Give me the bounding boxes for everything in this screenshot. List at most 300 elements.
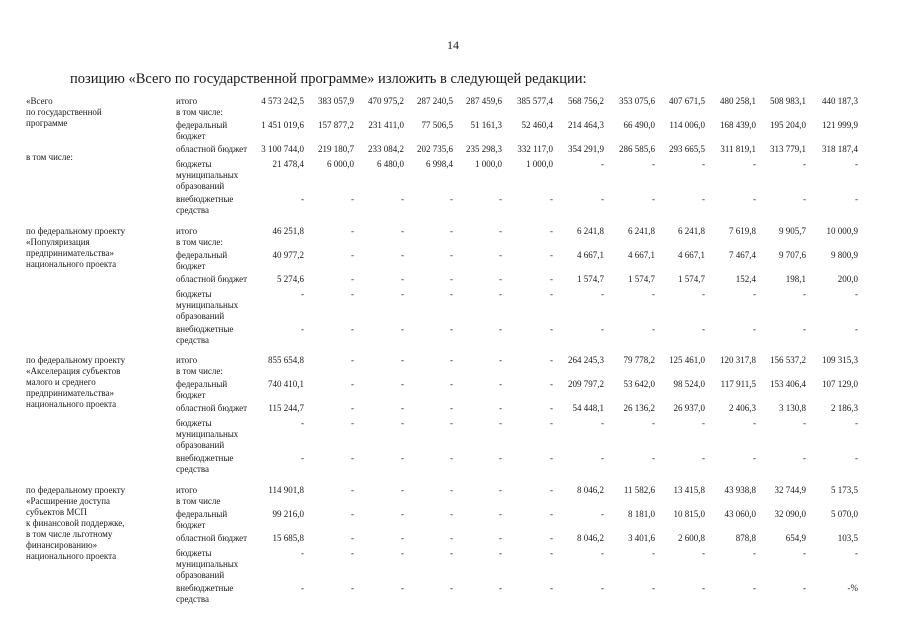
value-cell: 568 756,2 [568, 96, 604, 106]
value-cell: - [401, 453, 404, 463]
value-cell: 2 406,3 [729, 403, 756, 413]
program-subtitle: в том числе: [26, 152, 73, 162]
funding-source-line: средства [176, 335, 210, 345]
value-cell: 195 204,0 [770, 120, 806, 130]
value-cell: 354 291,9 [568, 144, 604, 154]
value-cell: - [550, 485, 553, 495]
value-cell: 6 241,8 [678, 226, 705, 236]
value-cell: 51 161,3 [470, 120, 502, 130]
value-cell: - [499, 289, 502, 299]
value-cell: 107 129,0 [822, 379, 858, 389]
value-cell: 233 084,2 [368, 144, 404, 154]
value-cell: 120 317,8 [720, 355, 756, 365]
program-name-line: малого и среднего [26, 377, 96, 387]
value-cell: - [499, 533, 502, 543]
value-cell: - [450, 194, 453, 204]
value-cell: 231 411,0 [368, 120, 404, 130]
value-cell: - [301, 289, 304, 299]
value-cell: 114 901,8 [268, 485, 304, 495]
value-cell: - [652, 289, 655, 299]
value-cell: - [401, 194, 404, 204]
value-cell: 1 000,0 [526, 159, 553, 169]
value-cell: - [450, 355, 453, 365]
value-cell: - [499, 250, 502, 260]
value-cell: - [450, 418, 453, 428]
value-cell: 6 480,0 [377, 159, 404, 169]
value-cell: 157 877,2 [318, 120, 354, 130]
funding-source [176, 274, 268, 285]
funding-source-line: в том числе: [176, 366, 223, 376]
funding-source-line: областной бюджет [176, 144, 248, 154]
program-name-line: по федеральному проекту [26, 485, 126, 495]
funding-source-line: внебюджетные [176, 583, 234, 593]
value-cell: 385 577,4 [517, 96, 553, 106]
value-cell: - [753, 418, 756, 428]
value-cell: 4 667,1 [628, 250, 655, 260]
value-cell: - [550, 583, 553, 593]
value-cell: 3 130,8 [779, 403, 806, 413]
value-cell: 32 090,0 [774, 509, 806, 519]
value-cell: 9 707,6 [779, 250, 806, 260]
funding-source-line: средства [176, 464, 210, 474]
funding-source [176, 226, 268, 248]
value-cell: - [652, 194, 655, 204]
value-cell: 13 415,8 [673, 485, 705, 495]
value-cell: - [652, 159, 655, 169]
value-cell: 200,0 [837, 274, 858, 284]
value-cell: - [351, 226, 354, 236]
program-name [26, 355, 161, 410]
value-cell: 79 778,2 [623, 355, 655, 365]
value-cell: - [803, 548, 806, 558]
value-cell: - [855, 194, 858, 204]
funding-source [176, 583, 268, 605]
funding-source-line: образований [176, 440, 225, 450]
value-cell: - [702, 159, 705, 169]
value-cell: - [450, 403, 453, 413]
value-cell: 103,5 [837, 533, 858, 543]
value-cell: 152,4 [735, 274, 756, 284]
value-cell: - [401, 509, 404, 519]
value-cell: 287 240,5 [417, 96, 453, 106]
funding-source-line: муниципальных [176, 559, 239, 569]
program-name-line: национального проекта [26, 551, 117, 561]
value-cell: - [401, 583, 404, 593]
value-cell: - [351, 289, 354, 299]
value-cell: 654,9 [785, 533, 806, 543]
program-name-line: к финансовой поддержке, [26, 518, 125, 528]
funding-source-line: итого [176, 226, 198, 236]
value-cell: - [803, 324, 806, 334]
program-name-line: субъектов МСП [26, 507, 87, 517]
value-cell: 121 999,9 [822, 120, 858, 130]
value-cell: - [855, 453, 858, 463]
value-cell: - [499, 379, 502, 389]
value-cell: 10 000,9 [826, 226, 858, 236]
value-cell: - [601, 324, 604, 334]
funding-source-line: внебюджетные [176, 453, 234, 463]
value-cell: 153 406,4 [770, 379, 806, 389]
funding-source [176, 324, 268, 346]
value-cell: 26 136,2 [623, 403, 655, 413]
value-cell: - [401, 355, 404, 365]
value-cell: - [351, 533, 354, 543]
value-cell: - [450, 548, 453, 558]
value-cell: 156 537,2 [770, 355, 806, 365]
funding-source-line: бюджеты [176, 418, 212, 428]
value-cell: - [601, 453, 604, 463]
value-cell: 40 977,2 [272, 250, 304, 260]
value-cell: - [401, 274, 404, 284]
value-cell: - [855, 548, 858, 558]
value-cell: 8 181,0 [628, 509, 655, 519]
value-cell: - [652, 324, 655, 334]
value-cell: 264 245,3 [568, 355, 604, 365]
value-cell: - [351, 250, 354, 260]
value-cell: 209 797,2 [568, 379, 604, 389]
value-cell: - [301, 194, 304, 204]
value-cell: 114 006,0 [669, 120, 705, 130]
value-cell: - [855, 324, 858, 334]
value-cell: 99 216,0 [272, 509, 304, 519]
value-cell: - [450, 583, 453, 593]
funding-source-line: образований [176, 570, 225, 580]
value-cell: 311 819,1 [720, 144, 756, 154]
funding-source [176, 159, 268, 192]
value-cell: - [652, 548, 655, 558]
program-name-line: по государственной [26, 107, 102, 117]
value-cell: 1 574,7 [678, 274, 705, 284]
program-name-line: по федеральному проекту [26, 226, 126, 236]
value-cell: 293 665,5 [669, 144, 705, 154]
value-cell: - [803, 159, 806, 169]
value-cell: 52 460,4 [521, 120, 553, 130]
value-cell: 3 401,6 [628, 533, 655, 543]
program-name-line: «Акселерация субъектов [26, 366, 121, 376]
program-name-line: по федеральному проекту [26, 355, 126, 365]
funding-source [176, 250, 268, 272]
value-cell: 4 667,1 [577, 250, 604, 260]
funding-source-line: в том числе [176, 496, 221, 506]
funding-source [176, 453, 268, 475]
value-cell: - [450, 289, 453, 299]
funding-source [176, 403, 268, 414]
value-cell: - [499, 548, 502, 558]
funding-source-line: бюджет [176, 520, 206, 530]
value-cell: 6 998,4 [426, 159, 453, 169]
value-cell: - [855, 289, 858, 299]
value-cell: 2 600,8 [678, 533, 705, 543]
funding-source [176, 418, 268, 451]
value-cell: - [351, 548, 354, 558]
funding-source-line: образований [176, 181, 225, 191]
value-cell: - [550, 403, 553, 413]
value-cell: - [753, 548, 756, 558]
value-cell: 286 585,6 [619, 144, 655, 154]
value-cell: - [351, 485, 354, 495]
value-cell: - [351, 379, 354, 389]
value-cell: - [753, 453, 756, 463]
value-cell: 878,8 [735, 533, 756, 543]
value-cell: - [803, 289, 806, 299]
funding-source-line: средства [176, 205, 210, 215]
value-cell: 10 815,0 [673, 509, 705, 519]
value-cell: - [550, 533, 553, 543]
value-cell: - [499, 226, 502, 236]
funding-source [176, 548, 268, 581]
value-cell: 7 467,4 [729, 250, 756, 260]
value-cell: - [550, 453, 553, 463]
value-cell: 43 060,0 [724, 509, 756, 519]
value-cell: 21 478,4 [272, 159, 304, 169]
funding-source-line: итого [176, 96, 198, 106]
program-name [26, 485, 161, 562]
value-cell: 5 274,6 [277, 274, 304, 284]
value-cell: 214 464,3 [568, 120, 604, 130]
value-cell: 287 459,6 [466, 96, 502, 106]
value-cell: - [401, 485, 404, 495]
funding-source-line: федеральный [176, 379, 228, 389]
program-name-line: программе [26, 118, 68, 128]
value-cell: - [351, 583, 354, 593]
value-cell: - [301, 548, 304, 558]
value-cell: 6 000,0 [327, 159, 354, 169]
value-cell: 407 671,5 [669, 96, 705, 106]
value-cell: 1 574,7 [628, 274, 655, 284]
value-cell: 219 180,7 [318, 144, 354, 154]
value-cell: - [499, 355, 502, 365]
value-cell: - [601, 509, 604, 519]
value-cell: 15 685,8 [272, 533, 304, 543]
value-cell: - [450, 533, 453, 543]
program-name-line: национального проекта [26, 259, 117, 269]
value-cell: - [753, 583, 756, 593]
program-name-line: финансированию» [26, 540, 98, 550]
value-cell: - [351, 403, 354, 413]
value-cell: 740 410,1 [268, 379, 304, 389]
value-cell: - [450, 226, 453, 236]
value-cell: - [652, 453, 655, 463]
value-cell: - [401, 548, 404, 558]
value-cell: - [601, 548, 604, 558]
funding-source-line: внебюджетные [176, 324, 234, 334]
value-cell: - [753, 289, 756, 299]
value-cell: - [401, 324, 404, 334]
funding-source [176, 144, 268, 155]
value-cell: - [499, 274, 502, 284]
value-cell: - [351, 324, 354, 334]
funding-source-line: бюджеты [176, 159, 212, 169]
value-cell: 5 070,0 [831, 509, 858, 519]
value-cell: - [499, 453, 502, 463]
value-cell: - [601, 194, 604, 204]
value-cell: - [301, 324, 304, 334]
funding-source-line: в том числе: [176, 107, 223, 117]
value-cell: - [351, 194, 354, 204]
value-cell: - [803, 194, 806, 204]
funding-source-line: муниципальных [176, 429, 239, 439]
value-cell: - [753, 324, 756, 334]
value-cell: - [499, 509, 502, 519]
value-cell: 3 100 744,0 [261, 144, 304, 154]
funding-source [176, 194, 268, 216]
intro-text: позицию «Всего по государственной программе» изложить в следующей редакции: [70, 71, 587, 87]
value-cell: 480 258,1 [720, 96, 756, 106]
funding-source-line: областной бюджет [176, 274, 248, 284]
value-cell: - [499, 485, 502, 495]
value-cell: 508 983,1 [770, 96, 806, 106]
value-cell: - [499, 324, 502, 334]
value-cell: - [301, 453, 304, 463]
value-cell: - [499, 194, 502, 204]
value-cell: - [702, 583, 705, 593]
funding-source-line: итого [176, 485, 198, 495]
value-cell: - [550, 548, 553, 558]
value-cell: - [450, 324, 453, 334]
funding-source-line: областной бюджет [176, 403, 248, 413]
funding-source-line: итого [176, 355, 198, 365]
value-cell: 7 619,8 [729, 226, 756, 236]
value-cell: 53 642,0 [623, 379, 655, 389]
value-cell: - [753, 194, 756, 204]
funding-source-line: областной бюджет [176, 533, 248, 543]
value-cell: 8 046,2 [577, 485, 604, 495]
value-cell: - [351, 274, 354, 284]
value-cell: 353 075,6 [619, 96, 655, 106]
value-cell: 125 461,0 [669, 355, 705, 365]
value-cell: - [550, 194, 553, 204]
value-cell: - [550, 509, 553, 519]
value-cell: 198,1 [785, 274, 806, 284]
value-cell: - [803, 418, 806, 428]
value-cell: - [401, 403, 404, 413]
funding-source-line: федеральный [176, 509, 228, 519]
value-cell: - [550, 418, 553, 428]
funding-source-line: муниципальных [176, 300, 239, 310]
value-cell: 383 057,9 [318, 96, 354, 106]
value-cell: - [499, 583, 502, 593]
value-cell: 332 117,0 [517, 144, 553, 154]
program-name-line: в том числе льготному [26, 529, 113, 539]
funding-source-line: образований [176, 311, 225, 321]
program-name-line: «Расширение доступа [26, 496, 111, 506]
funding-source [176, 485, 268, 507]
funding-source [176, 509, 268, 531]
value-cell: 855 654,8 [268, 355, 304, 365]
value-cell: - [401, 250, 404, 260]
funding-source [176, 379, 268, 401]
value-cell: - [450, 509, 453, 519]
value-cell: 1 000,0 [475, 159, 502, 169]
funding-source-line: в том числе: [176, 237, 223, 247]
value-cell: 5 173,5 [831, 485, 858, 495]
value-cell: - [550, 289, 553, 299]
program-name [26, 226, 161, 270]
value-cell: - [855, 418, 858, 428]
value-cell: - [499, 403, 502, 413]
value-cell: 6 241,8 [628, 226, 655, 236]
funding-source-line: муниципальных [176, 170, 239, 180]
value-cell: - [702, 548, 705, 558]
value-cell: - [450, 485, 453, 495]
value-cell: 318 187,4 [822, 144, 858, 154]
funding-source [176, 289, 268, 322]
value-cell: - [652, 583, 655, 593]
funding-source [176, 355, 268, 377]
program-name-line: «Популяризация [26, 237, 90, 247]
value-cell: - [601, 159, 604, 169]
value-cell: -% [847, 583, 858, 593]
value-cell: - [702, 289, 705, 299]
value-cell: - [450, 250, 453, 260]
value-cell: 8 046,2 [577, 533, 604, 543]
value-cell: - [401, 289, 404, 299]
funding-source-line: средства [176, 594, 210, 604]
value-cell: 43 938,8 [724, 485, 756, 495]
value-cell: 32 744,9 [774, 485, 806, 495]
value-cell: 1 451 019,6 [261, 120, 304, 130]
value-cell: - [855, 159, 858, 169]
program-name-line: предпринимательства» [26, 388, 115, 398]
value-cell: 9 905,7 [779, 226, 806, 236]
value-cell: 1 574,7 [577, 274, 604, 284]
value-cell: - [601, 289, 604, 299]
funding-source [176, 96, 268, 118]
value-cell: - [550, 379, 553, 389]
funding-source-line: внебюджетные [176, 194, 234, 204]
value-cell: - [550, 250, 553, 260]
value-cell: 66 490,0 [623, 120, 655, 130]
value-cell: 117 911,5 [720, 379, 756, 389]
value-cell: - [450, 453, 453, 463]
funding-source-line: бюджеты [176, 548, 212, 558]
value-cell: - [702, 324, 705, 334]
funding-source-line: бюджет [176, 261, 206, 271]
value-cell: - [351, 453, 354, 463]
funding-source-line: бюджеты [176, 289, 212, 299]
value-cell: 6 241,8 [577, 226, 604, 236]
value-cell: - [803, 583, 806, 593]
value-cell: - [601, 583, 604, 593]
value-cell: - [550, 226, 553, 236]
value-cell: - [652, 418, 655, 428]
value-cell: - [450, 379, 453, 389]
funding-source [176, 533, 268, 544]
value-cell: - [351, 355, 354, 365]
funding-source-line: бюджет [176, 131, 206, 141]
value-cell: - [550, 355, 553, 365]
value-cell: 470 975,2 [368, 96, 404, 106]
value-cell: - [301, 418, 304, 428]
funding-source [176, 120, 268, 142]
value-cell: - [550, 274, 553, 284]
funding-source-line: бюджет [176, 390, 206, 400]
value-cell: - [550, 324, 553, 334]
value-cell: - [401, 533, 404, 543]
value-cell: - [803, 453, 806, 463]
value-cell: - [702, 418, 705, 428]
value-cell: 26 937,0 [673, 403, 705, 413]
value-cell: 11 582,6 [623, 485, 655, 495]
value-cell: 77 506,5 [421, 120, 453, 130]
value-cell: - [499, 418, 502, 428]
value-cell: - [450, 274, 453, 284]
value-cell: - [702, 194, 705, 204]
value-cell: - [601, 418, 604, 428]
value-cell: - [401, 226, 404, 236]
value-cell: 2 186,3 [831, 403, 858, 413]
value-cell: 4 667,1 [678, 250, 705, 260]
